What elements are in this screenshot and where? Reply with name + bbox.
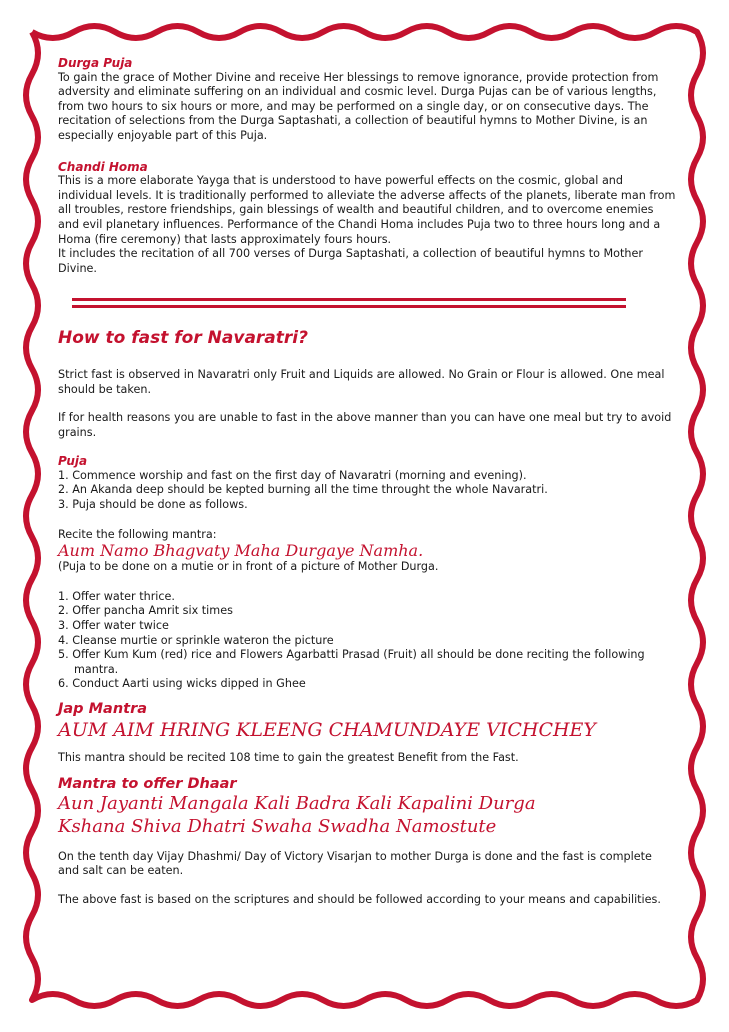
puja-note: (Puja to be done on a mutie or in front of a picture of Mother Durga. bbox=[58, 560, 439, 574]
dhaar-title: Mantra to offer Dhaar bbox=[58, 776, 237, 793]
puja-mantra: Aum Namo Bhagvaty Maha Durgaye Namha. bbox=[58, 541, 424, 561]
closing-para-2: The above fast is based on the scriptures and should be followed according to your means and capabilities. bbox=[58, 892, 661, 906]
list-item: 1. Offer water thrice. bbox=[58, 589, 175, 603]
page-content bbox=[58, 56, 676, 908]
chandi-homa-body-2: It includes the recitation of all 700 verses of Durga Saptashati, a collection of beautiful hymns to Mother Divine. bbox=[58, 247, 643, 275]
list-item: 4. Cleanse murtie or sprinkle wateron the picture bbox=[58, 633, 334, 647]
offerings-list bbox=[58, 590, 676, 692]
recite-label: Recite the following mantra: bbox=[58, 527, 217, 541]
puja-steps bbox=[58, 469, 676, 513]
chandi-homa-body: This is a more elaborate Yayga that is understood to have powerful effects on the cosmic, global and individual levels. It is traditionally performed to alleviate the adverse affects of the planets, liberate man from all troubles, restore friendships, gain blessings of wealth and beautiful children, and to overcome enemies and evil planetary influences. Performance of the Chandi Homa includes Puja two to three hours long and a Homa (fire ceremony) that lasts approximately fours hours. bbox=[58, 174, 676, 246]
chandi-homa-title: Chandi Homa bbox=[58, 159, 148, 174]
jap-note: This mantra should be recited 108 time to gain the greatest Benefit from the Fast. bbox=[58, 750, 519, 764]
dhaar-mantra-line-2: Kshana Shiva Dhatri Swaha Swadha Namostute bbox=[58, 815, 497, 837]
list-item: 3. Offer water twice bbox=[58, 619, 169, 633]
list-item: 2. Offer pancha Amrit six times bbox=[58, 604, 233, 618]
double-rule-divider bbox=[72, 298, 626, 309]
list-item: 2. An Akanda deep should be kepted burning all the time throught the whole Navaratri. bbox=[58, 483, 548, 497]
fast-heading: How to fast for Navaratri? bbox=[58, 328, 308, 349]
durga-puja-body: To gain the grace of Mother Divine and receive Her blessings to remove ignorance, provide protection from adversity and eliminate suffering on an individual and cosmic level. Durga Pujas can be of various lengths, from two hours to six hours or more, and may be performed on a single day, or on consecutive days. The recitation of selections from the Durga Saptashati, a collection of beautiful hymns to Mother Divine, is an especially enjoyable part of this Puja. bbox=[58, 70, 659, 142]
jap-mantra-title: Jap Mantra bbox=[58, 701, 148, 717]
list-item: 3. Puja should be done as follows. bbox=[58, 498, 248, 512]
list-item: 5. Offer Kum Kum (red) rice and Flowers Agarbatti Prasad (Fruit) all should be done reciting the following mantra. bbox=[58, 648, 645, 676]
durga-puja-title: Durga Puja bbox=[58, 56, 133, 70]
dhaar-mantra-line-1: Aun Jayanti Mangala Kali Badra Kali Kapalini Durga bbox=[58, 792, 536, 814]
jap-mantra: AUM AIM HRING KLEENG CHAMUNDAYE VICHCHEY bbox=[58, 718, 596, 741]
closing-para-1: On the tenth day Vijay Dhashmi/ Day of Victory Visarjan to mother Durga is done and the fast is complete and salt can be eaten. bbox=[58, 849, 652, 878]
list-item: 1. Commence worship and fast on the first day of Navaratri (morning and evening). bbox=[58, 468, 527, 482]
fast-para-2: If for health reasons you are unable to fast in the above manner than you can have one meal but try to avoid grains. bbox=[58, 411, 672, 439]
list-item: 6. Conduct Aarti using wicks dipped in Ghee bbox=[58, 677, 306, 691]
fast-para-1: Strict fast is observed in Navaratri only Fruit and Liquids are allowed. No Grain or Flour is allowed. One meal should be taken. bbox=[58, 367, 665, 396]
puja-title: Puja bbox=[58, 454, 88, 469]
